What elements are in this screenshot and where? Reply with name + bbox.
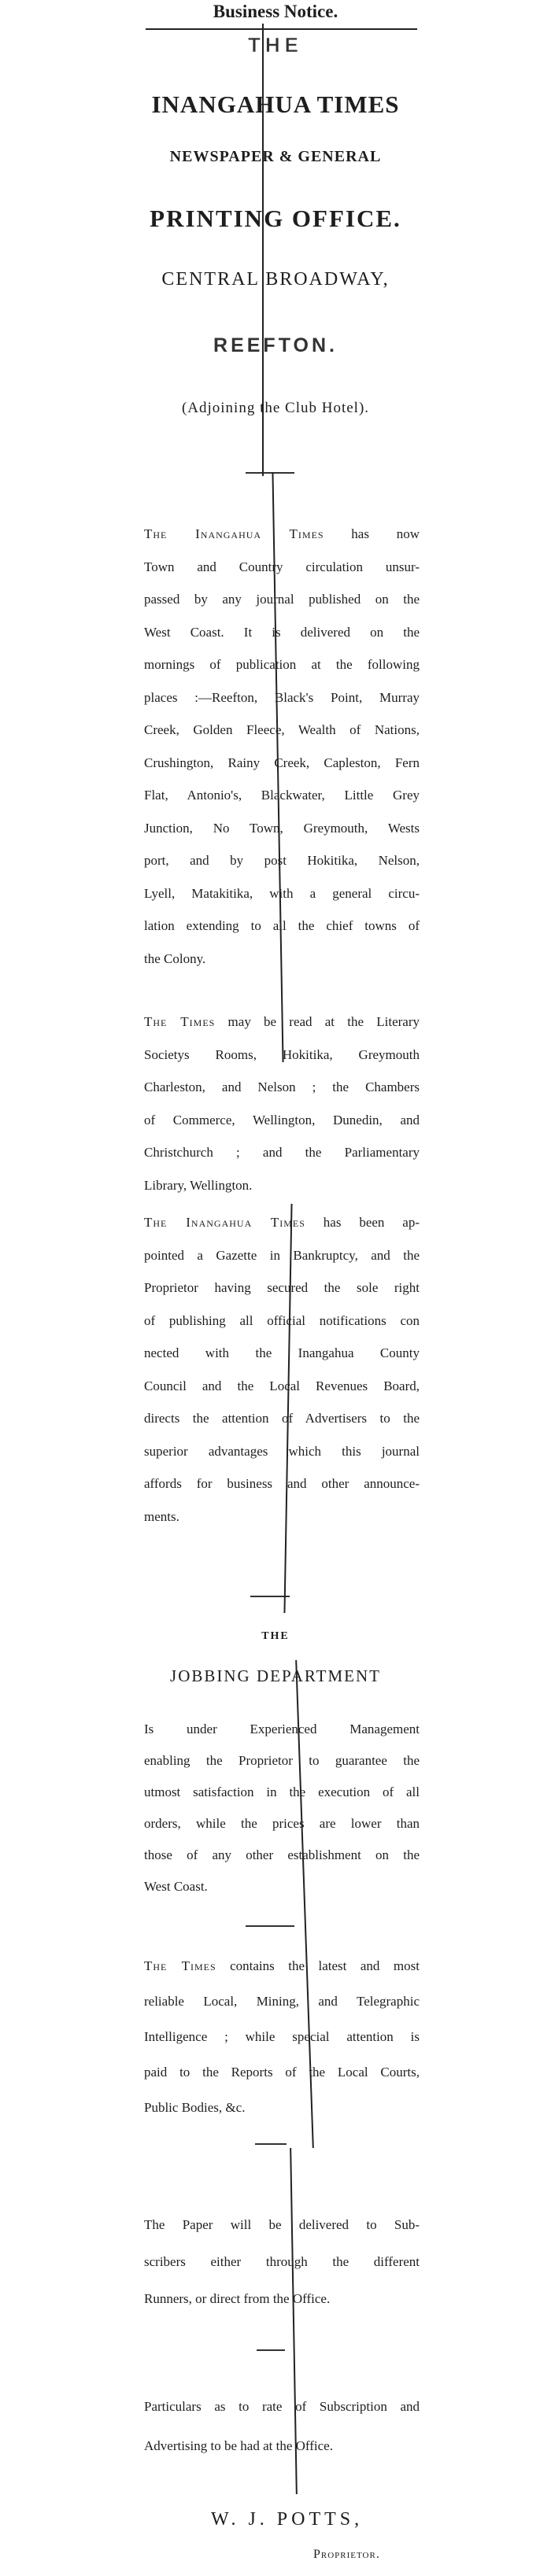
section-label: Business Notice.: [213, 2, 338, 21]
circulation-paragraph: The Inangahua Times has now Town and Country circulation unsur- passed by any journal published on the West Coast. It is delivered on the mornings of publication at the following places :—Reefton, Black's Point, Murray Creek, Golden Fleece, Wealth of Nations, Crushington, Rainy Creek, Capleston, Fern Flat, Antonio's, Blackwater, Little Grey Junction, No Town, Greymouth, Wests port, and by post Hokitika, Nelson, Lyell, Matakitika, with a general circu- lation extending to all the chief towns of the Colony.: [144, 526, 420, 966]
masthead-title: INANGAHUA TIMES: [151, 90, 400, 118]
gazette-paragraph: The Inangahua Times has been ap- pointed a Gazette in Bankruptcy, and the Proprietor having secured the sole right of publishing all official notifications con nected with the Inangahua County Council and the Local Revenues Board, directs the attention of Advertisers to the superior advantages which this journal affords for business and other announce- ments.: [144, 1215, 420, 1524]
masthead-note: (Adjoining the Club Hotel).: [181, 400, 370, 416]
section-divider: [246, 1925, 294, 1927]
reading-rooms-paragraph: The Times may be read at the Literary Societys Rooms, Hokitika, Greymouth Charleston, and Nelson ; the Chambers of Commerce, Wellington, Dunedin, and Christchurch ; and the Parliamentary Library, Wellington.: [144, 1014, 420, 1193]
masthead-the: THE: [248, 33, 303, 57]
header-rule: [146, 28, 417, 30]
jobbing-the: THE: [261, 1630, 290, 1642]
proprietor-name: W. J. POTTS,: [211, 2509, 364, 2530]
paper-name: The Times: [144, 1958, 216, 1973]
paper-name: The Inangahua Times: [144, 526, 324, 541]
paper-name: The Inangahua Times: [144, 1215, 305, 1230]
masthead-divider: [246, 472, 294, 474]
jobbing-heading: JOBBING DEPARTMENT: [170, 1666, 381, 1685]
masthead-town: REEFTON.: [213, 334, 338, 356]
delivery-paragraph: The Paper will be delivered to Sub- scribers either through the different Runners, or direct from the Office.: [144, 2217, 420, 2306]
jobbing-paragraph: Is under Experienced Management enabling the Proprietor to guarantee the utmost satisfaction in the execution of all orders, while the prices are lower than those of any other establishment on the West Coast.: [144, 1722, 420, 1894]
proprietor-title: Proprietor.: [313, 2548, 380, 2561]
fold-crease-line: [262, 24, 264, 476]
masthead-office: PRINTING OFFICE.: [150, 205, 401, 232]
section-divider: [257, 2349, 285, 2351]
masthead-street: CENTRAL BROADWAY,: [161, 269, 390, 290]
particulars-paragraph: Particulars as to rate of Subscription and Advertising to be had at the Office.: [144, 2399, 420, 2453]
section-divider: [255, 2143, 287, 2145]
contents-paragraph: The Times contains the latest and most reliable Local, Mining, and Telegraphic Intelligence ; while special attention is paid to the Reports of the Local Courts, Public Bodies, &c.: [144, 1958, 420, 2115]
masthead-subtitle: NEWSPAPER & GENERAL: [169, 148, 382, 165]
paper-name: The Times: [144, 1014, 216, 1029]
